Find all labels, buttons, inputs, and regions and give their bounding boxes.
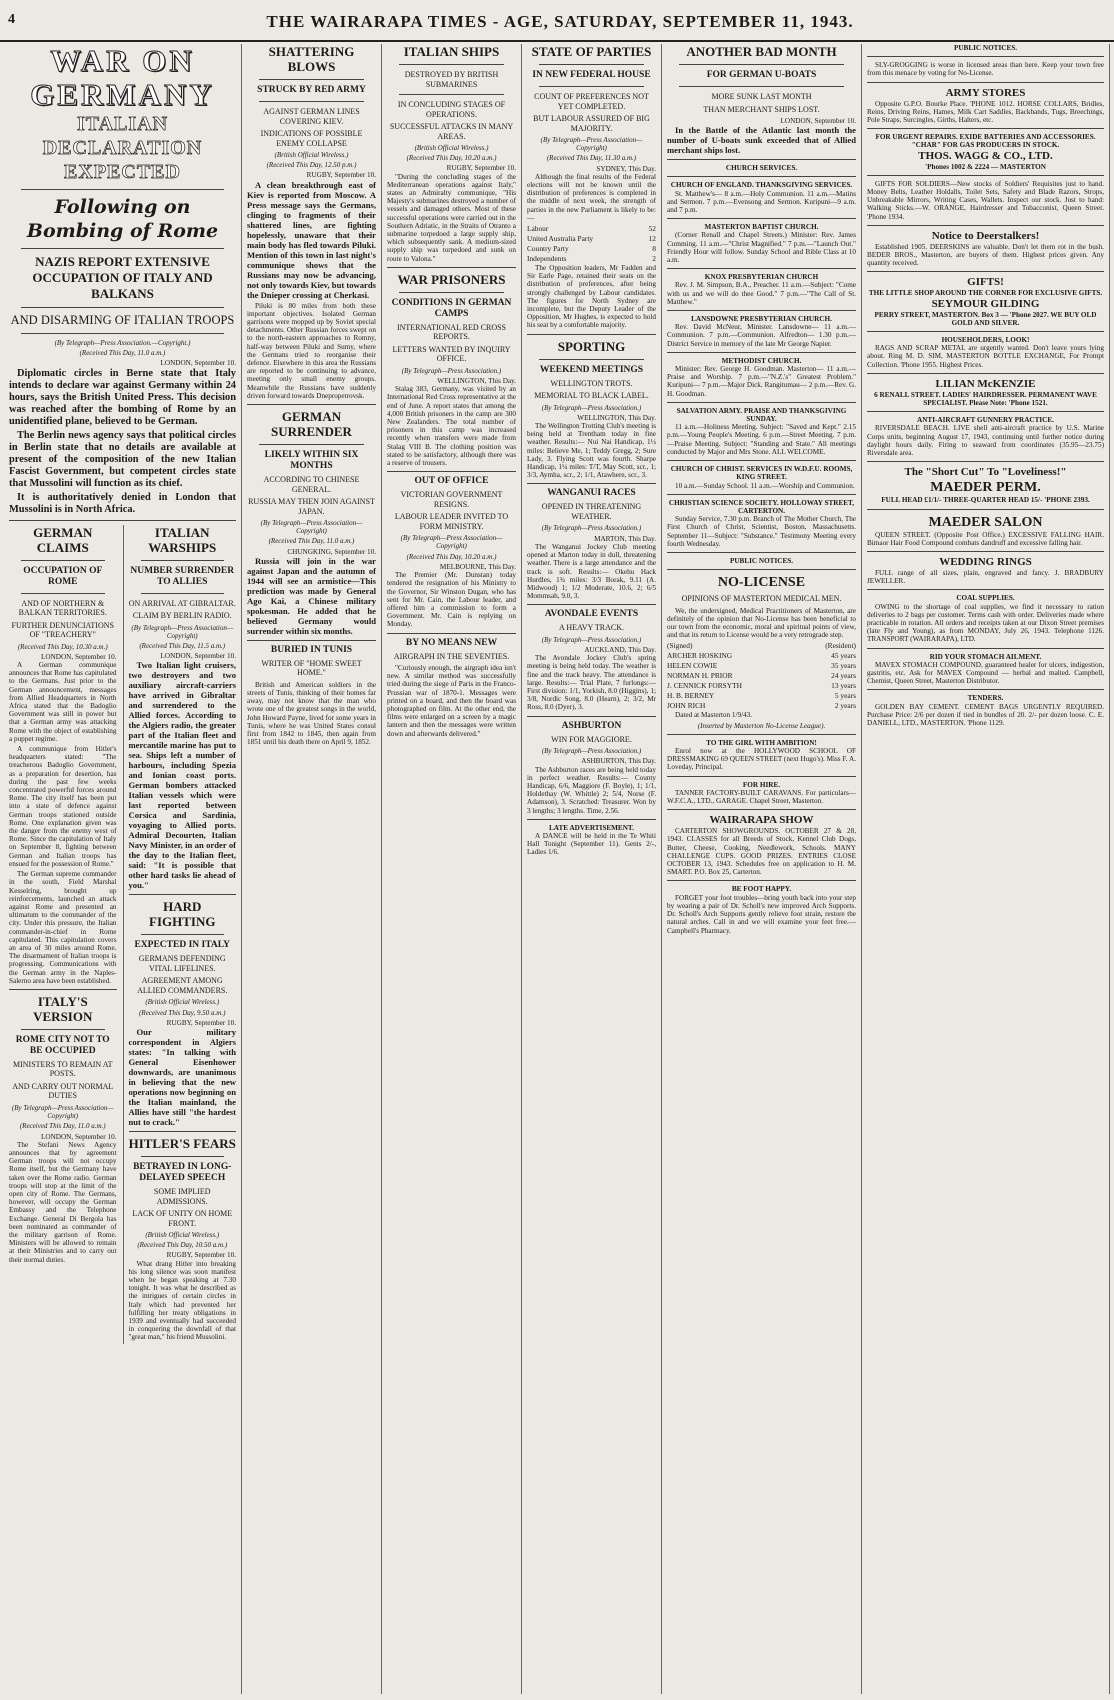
article-subhead: CLAIM BY BERLIN RADIO. xyxy=(132,611,232,621)
article-body: "During the concluding stages of the Mediterranean operations against Italy," states an Admiralty communique, "His Majesty's submarines destroyed a number of vessels and damaged others. Most of these successful operations were carried out in the Southern Adriatic, in the Straits of Otranto a submarine torpedoed a large supply ship, which subsequently sank. A medium-sized supply ship was torpedoed and sunk on route to Valona." xyxy=(387,172,516,263)
article-body: Russia will join in the war against Japan and the autumn of 1944 will see an armistice—This prediction was made by General Ago Kai, a Chinese military spokesman. He added that he believed Germany would surrender within six months. xyxy=(247,555,376,636)
article-subhead: AGREEMENT AMONG ALLIED COMMANDERS. xyxy=(137,976,228,995)
article-body: The Wellington Trotting Club's meeting is being held at Trentham today in fine weather. Results:— Nui Nai Handicap, 1½ miles: Believe Me, 1; Teddy Gregg, 2; Sure Lady, 3. Flying Scott was fourth. Sharpe Handicap, 1¼ miles: T/T, May Scott, scr., 1; 3/3, Aymha, scr., 2; 1/1, Atawhere, scr., 3. xyxy=(527,422,656,480)
dateline: AUCKLAND, This Day. xyxy=(584,646,656,655)
notice-body: GOLDEN BAY CEMENT. CEMENT BAGS URGENTLY REQUIRED. Purchase Price: 2/6 per dozen if tied in bundles of 20. 2/- per dozen loose. C. E. DANIELL, LTD., MASTERTON. 'Phone 1129. xyxy=(867,702,1104,727)
signatories-header: (Signed) (Resident) xyxy=(667,641,856,651)
received-time: (Received This Day, 11.0 a.m.) xyxy=(19,1122,106,1131)
article-subhead: ON ARRIVAL AT GIBRALTAR. xyxy=(128,598,236,608)
article-subhead: INTERNATIONAL RED CROSS REPORTS. xyxy=(396,322,507,342)
byline: (British Official Wireless.) xyxy=(145,998,220,1007)
dateline: WELLINGTON, This Day. xyxy=(577,413,656,422)
signatory-row: NORMAN H. PRIOR 24 years xyxy=(667,671,856,681)
received-time: (Received This Day, 11.0 a.m.) xyxy=(268,537,355,546)
byline: (British Official Wireless.) xyxy=(145,1231,220,1240)
church-name: MASTERTON BAPTIST CHURCH. xyxy=(704,223,819,232)
received-time: (Received This Day, 11.0 a.m.) xyxy=(79,349,166,358)
article-subhead: A HEAVY TRACK. xyxy=(559,623,624,633)
dateline: ASHBURTON, This Day. xyxy=(581,757,656,766)
classified-body: TANNER FACTORY-BUILT CARAVANS. For particulars— W.F.C.A., LTD., GARAGE. Chapel Street, Masterton. xyxy=(667,788,856,806)
received-time: (Received This Day, 10.20 a.m.) xyxy=(406,552,497,561)
byline: (By Telegraph—Press Association—Copyright) xyxy=(400,534,503,551)
another-bad-month-headline: ANOTHER BAD MONTH xyxy=(686,44,837,59)
party-row: United Australia Party 12 xyxy=(527,234,656,244)
german-claims-headline: GERMAN CLAIMS xyxy=(33,524,93,555)
notice-body: THE LITTLE SHOP AROUND THE CORNER FOR EXCLUSIVE GIFTS. xyxy=(868,289,1103,298)
notice-body: "CHAR" FOR GAS PRODUCERS IN STOCK. xyxy=(911,141,1060,150)
article-subhead: SOME IMPLIED ADMISSIONS. xyxy=(153,1187,211,1206)
article-body: The Avondale Jockey Club's spring meeting is being held today. The weather is fine and the track heavy. The attendance is large. Results:— Trial Plate, 7 furlongs:—First division: 1/1, Yorkish, 8.0 (Higgins), 1; 3/8, Nordic Song, 8.0 (Hearn), 2; 3/2, Mr Ross, 8.0 (Dyer), 3. xyxy=(527,654,656,712)
byline: (By Telegraph—Press Association.) xyxy=(541,403,642,412)
column-state-of-parties xyxy=(522,44,662,1694)
classified-body: Enrol now at the HOLLYWOOD SCHOOL OF DRESSMAKING 69 QUEEN STREET (next Hugo's). Miss F. A. Loveday, Principal. xyxy=(667,747,856,772)
byline: (By Telegraph—Press Association.) xyxy=(541,524,642,533)
italian-ships-headline: ITALIAN SHIPS xyxy=(403,44,500,59)
article-body: Two Italian light cruisers, two destroyers and two auxiliary aircraft-carriers have arrived in Gibraltar and surrendered to the Allied forces. According to the Algiers radio, the greater part of the Italian fleet and mercantile marine has put to sea. Ships left a number of harbours, including Spezia and Ionian coast ports. German bombers attacked Italian vessels which were last reported between Corsica and Sardinia, voyaging to Allied ports. Admiral Decourten, Italian Navy Minister, in an order of the day to the Italian fleet, said: "It is possible that other hard tasks lie ahead of you." xyxy=(128,660,236,891)
column-italian-ships xyxy=(382,44,522,1694)
article-subhead: LABOUR LEADER INVITED TO FORM MINISTRY. xyxy=(394,512,509,531)
article-subhead: FURTHER DENUNCIATIONS OF "TREACHERY" xyxy=(11,620,114,640)
party-row: Country Party 8 xyxy=(527,244,656,254)
page-number: 4 xyxy=(8,12,15,27)
ashburton-headline: ASHBURTON xyxy=(561,720,622,731)
column-public-notices xyxy=(862,44,1110,1694)
byline: (By Telegraph—Press Association—Copyright) xyxy=(260,519,363,536)
signatory-row: HELEN COWIE 35 years xyxy=(667,661,856,671)
article-body: A German communique announces that Rome has capitulated to the Germans. Just prior to the German announcement, messages from Allied Headquarters in North Africa stated that the Badoglio Government was still in power but that a German army was attacking Rome with the object of establishing a puppet regime. xyxy=(9,661,117,743)
byline: (By Telegraph—Press Association—Copyright) xyxy=(131,623,234,640)
dateline: LONDON, September 10. xyxy=(780,117,856,125)
church-name: SALVATION ARMY. PRAISE AND THANKSGIVING SUNDAY. xyxy=(676,406,847,424)
article-body: The German supreme commander in the south, Field Marshal Kesselring, brought up reinforcements, launched an attack against Rome and presented an ultimatum to the commander of the city. Under this pressure, the Italian commander-in-chief in Rome capitulated. This capitulation covers an area of 30 miles around Rome. The disarmament of Italian troops is progressing. Communications with the German army in the Naples-Salerno area have been established. xyxy=(9,870,117,985)
byline: (By Telegraph—Press Association—Copyright) xyxy=(540,136,643,153)
public-notices-label: PUBLIC NOTICES. xyxy=(729,556,794,565)
article-subhead: OPINIONS OF MASTERTON MEDICAL MEN. xyxy=(681,594,842,604)
notice-title: WEDDING RINGS xyxy=(939,555,1032,568)
article-subhead: FOR GERMAN U-BOATS xyxy=(706,70,817,80)
hitlers-fears-headline: HITLER'S FEARS xyxy=(128,1136,236,1152)
byline: (By Telegraph—Press Association.) xyxy=(541,635,642,644)
dateline: RUGBY, September 10. xyxy=(166,1251,236,1260)
no-license-statement: We, the undersigned, Medical Practitioners of Masterton, are definitely of the opinion that No-License has been beneficial to our town from the economic, moral and spiritual points of view, and that its return to License would be a very retrograde step. xyxy=(667,606,856,640)
article-subhead: MORE SUNK LAST MONTH xyxy=(711,92,812,101)
notice-body: FULL range of all sizes, plain, engraved and fancy. J. BRADBURY JEWELLER. xyxy=(867,568,1104,586)
notice-title: COAL SUPPLIES. xyxy=(956,594,1015,603)
article-subhead: RUSSIA MAY THEN JOIN AGAINST JAPAN. xyxy=(248,497,375,516)
german-claims-article xyxy=(9,525,117,1344)
notice-body: Established 1905. DEERSKINS are valuable. Don't let them rot in the bush. BEDER BROS., Masterton, are buyers of them. Highest prices given. Any quantity received. xyxy=(867,242,1104,268)
church-detail: Sunday Service, 7.30 p.m. Branch of The Mother Church, The First Church of Christ, Scientist, Boston, Massachusetts. September 11—Subject: "Substance." Testimony Meeting every fourth Wednesday. xyxy=(667,515,856,548)
article-subhead: VICTORIAN GOVERNMENT RESIGNS. xyxy=(400,490,503,509)
notice-title: THOS. WAGG & CO., LTD. xyxy=(918,149,1053,162)
dateline: LONDON, September 10. xyxy=(41,652,117,661)
article-body: The Opposition leaders, Mr Fadden and Sir Earle Page, retained their seats on the distribution of preferences, after being strongly challenged by Labour candidates. The figures for North Sydney are incomplete, but the Deputy Leader of the Opposition, Mr Hughes, is expected to hold his seat by a comfortable majority. xyxy=(527,264,656,330)
byline: (By Telegraph—Press Association.) xyxy=(401,366,502,375)
article-subhead: AIRGRAPH IN THE SEVENTIES. xyxy=(393,651,510,661)
dateline: MELBOURNE, This Day. xyxy=(439,562,516,571)
notice-title: GIFTS! xyxy=(967,276,1004,289)
party-row: Independents 2 xyxy=(527,254,656,264)
german-surrender-headline: GERMAN SURRENDER xyxy=(271,409,352,440)
dateline: LONDON, September 10. xyxy=(160,652,236,661)
article-subhead: OPENED IN THREATENING WEATHER. xyxy=(541,502,642,521)
article-subhead: IN NEW FEDERAL HOUSE xyxy=(532,70,651,80)
church-detail: Rev. J. M. Simpson, B.A., Preacher. 11 a.m.—Subject: "Come with us and we will do thee Good." 7 p.m.—"The Call of St. Matthew." xyxy=(667,281,856,306)
dateline: LONDON, September 10. xyxy=(41,1132,117,1141)
article-subhead: ACCORDING TO CHINESE GENERAL. xyxy=(263,475,360,494)
byline: (By Telegraph—Press Association.) xyxy=(541,747,642,756)
buried-in-tunis-headline: BURIED IN TUNIS xyxy=(270,644,353,655)
church-name: KNOX PRESBYTERIAN CHURCH xyxy=(704,273,819,282)
classified-title: FOR HIRE. xyxy=(742,780,781,789)
dateline: RUGBY, September 10. xyxy=(166,1018,236,1027)
newspaper-title: THE WAIRARAPA TIMES - AGE, SATURDAY, SEPTEMBER 11, 1943. xyxy=(266,12,854,31)
article-subhead: AND CARRY OUT NORMAL DUTIES xyxy=(12,1081,114,1101)
church-name: METHODIST CHURCH. xyxy=(721,356,802,365)
disarming-headline: AND DISARMING OF ITALIAN TROOPS xyxy=(10,313,235,327)
article-subhead: MINISTERS TO REMAIN AT POSTS. xyxy=(13,1059,113,1079)
out-of-office-headline: OUT OF OFFICE xyxy=(414,476,489,487)
article-body: The Wanganui Jockey Club meeting opened at Marton today in dull, threatening weather. There is a large attendance and the track is soft. Results:— Okehu Hack Hurdles, 1¾ miles: 3/3 Borak, 9.11 (A. Midwood) 1; 1/2 Moderate, 10.6, 2; 6/5 Mommsah, 9.0, 3. xyxy=(527,542,656,601)
notice-body: QUEEN STREET. (Opposite Post Office.) EXCESSIVE FALLING HAIR. Bimaor Hair Food Compound combats dandruff and excessive falling hair. xyxy=(867,530,1104,547)
article-lead: A clean breakthrough east of Kiev is reported from Moscow. A Press message says the Germans, clinging to fragments of their shattered lines, are fighting hopelessly, unaware that their main body has fled towards Piluki. Mention of this town in last night's communique shows that the Russians may now be advancing, not only towards Kiev, but towards the Dnieper crossing at Cherkasi. xyxy=(247,179,376,300)
article-subhead: THAN MERCHANT SHIPS LOST. xyxy=(703,104,820,114)
notice-body: 'Phones 1002 & 2224 — MASTERTON xyxy=(925,162,1046,171)
article-subhead: LACK OF UNITY ON HOME FRONT. xyxy=(132,1209,233,1228)
masthead xyxy=(0,0,1114,42)
denial-paragraph: It is authoritatively denied in London that Mussolini is in North Africa. xyxy=(9,491,236,515)
church-detail: Rev. David McNeur, Minister. Lansdowne— 11 a.m.—Communion. 7 p.m.—Communion. Alfredton— 1.30 p.m.—District Service in memory of the late Mr George Napier. xyxy=(667,323,856,348)
notice-title: LILIAN McKENZIE xyxy=(935,377,1036,390)
notice-body: MAVEX STOMACH COMPOUND, guaranteed healer for ulcers, indigestion, gastritis, etc. Ask for MAVEX Compound — herbal and malted. Campbell, Chemist, Queen Street, Masterton Distributor. xyxy=(867,660,1104,686)
article-subhead: STRUCK BY RED ARMY xyxy=(257,85,366,95)
article-subhead: LETTERS WANTED BY INQUIRY OFFICE. xyxy=(392,344,511,364)
dateline: RUGBY, September 10. xyxy=(446,164,516,173)
late-advertisement-body: A DANCE will be held in the Te Whiti Hall Tonight (September 11). Gents 2/-, Ladies 1/6. xyxy=(527,831,656,857)
no-license-date: Dated at Masterton 1/9/43. xyxy=(675,711,753,720)
notice-title: MAEDER PERM. xyxy=(930,480,1041,496)
article-body: Although the final results of the Federal elections will not be known until the distribution of preferences is completed in the middle of next week, the strength of parties in the new Parliament is likely to be:— xyxy=(527,172,656,222)
church-detail: (Corner Renall and Chapel Streets.) Minister: Rev. James Cumming. 11 a.m.—"Christ Magnified." 7 p.m.—"Launch Out." Friendly Hour will follow. Sunday School and Bible Class at 10 a.m. xyxy=(667,231,856,265)
church-detail: Minister: Rev. George H. Goodman. Masterton— 11 a.m.—Praise and Worship. 7 p.m.—"N.Z.'s" Greatest Problem." Kuripuni— 7 p.m.—Major Dick. Rangitumau— 2 p.m.—Rev. G. H. Goodman. xyxy=(667,365,856,398)
dateline: SYDNEY, This Day. xyxy=(596,164,656,173)
following-bombing-headline: Following on Bombing of Rome xyxy=(26,196,219,242)
church-detail: 10 a.m.—Sunday School. 11 a.m.—Worship and Communion. xyxy=(675,481,855,490)
party-row: Labour 52 xyxy=(527,224,656,234)
notice-body: SLY-GROGGING is worse in licensed areas than here. Keep your town free from this menace by voting for No-License. xyxy=(867,61,1104,78)
byline: (By Telegraph—Press Association—Copyright) xyxy=(11,1103,114,1121)
italian-warships-headline: ITALIAN WARSHIPS xyxy=(148,524,217,555)
article-body: The Stefani News Agency announces that by agreement German troops will not occupy Rome itself, but the Germany have taken over the Rome radio. German troops will stop at the limit of the open city of Rome. The Germans, however, will occupy the German Embassy and the Telephone Exchange. General Di Bergola has been nominated as commander of the military garrison of Rome. Ministers will be allowed to remain at their Ministries and to carry out their normal duties. xyxy=(9,1140,117,1264)
church-services-heading: CHURCH SERVICES. xyxy=(725,164,798,173)
received-time: (Received This Day, 11.30 a.m.) xyxy=(546,154,637,163)
dateline: RUGBY, September 10. xyxy=(306,171,376,180)
notice-body: OWING to the shortage of coal supplies, we find it necessary to ration deliveries to 2 bags per customer. Terms cash with order. Deliveries made where practicable in rotation. All orders and receipts taken at our Dixon Street premises (late Fly and Young), as from MONDAY, July 26, 1943. Telephone 1126. TRANSPORT (WAIRARAPA), LTD. xyxy=(867,602,1104,644)
article-body: Stalag 383, Germany, was visited by an International Red Cross representative at the end of June. A report states that among the 4,000 British prisoners in the camp are 300 New Zealanders. The total number of prisoners in this camp was increased recently when transfers were made from Stalag VIII B. The clothing position was stated to be satisfactory, although there was a reserve of trousers. xyxy=(387,385,516,468)
article-subhead: AGAINST GERMAN LINES COVERING KIEV. xyxy=(263,107,360,126)
received-time: (Received This Day, 9.50 a.m.) xyxy=(139,1008,226,1017)
hard-fighting-headline: HARD FIGHTING xyxy=(149,899,216,930)
article-subhead: BETRAYED IN LONG-DELAYED SPEECH xyxy=(133,1162,232,1184)
article-subhead: WIN FOR MAGGIORE. xyxy=(551,734,632,744)
article-subhead: SUCCESSFUL ATTACKS IN MANY AREAS. xyxy=(389,122,514,141)
received-time: (Received This Day, 10.50 a.m.) xyxy=(137,1241,228,1250)
signatory-row: H. B. BERNEY 5 years xyxy=(667,691,856,701)
article-body: A communique from Hitler's headquarters stated: "The treacherous Badoglio Government, as a preparation for desertion, has during the past few weeks concentrated powerful forces around Rome. The city itself has been put into a state of defence against German troops stationed outside Rome. One explanation given was the danger from the enemy west of Rome. Since the capitulation of Italy on September 8, fighting between German and Italian troops has ensued for the possession of Rome." xyxy=(9,745,117,868)
lead-paragraph: Diplomatic circles in Berne state that Italy intends to declare war against Germany within 24 hours, says the British United Press. This decision was reached after the bombing of Rome by an unidentified plane, believed to be German. xyxy=(9,367,236,427)
italian-declaration-headline: ITALIAN DECLARATION EXPECTED xyxy=(42,113,203,183)
church-name: CHRISTIAN SCIENCE SOCIETY. HOLLOWAY STREET, CARTERTON. xyxy=(668,498,855,515)
nazis-report-headline: NAZIS REPORT EXTENSIVE OCCUPATION OF ITALY AND BALKANS xyxy=(32,254,213,301)
church-name: LANSDOWNE PRESBYTERIAN CHURCH. xyxy=(691,315,832,324)
notice-body: Opposite G.P.O. Bourke Place. 'PHONE 1012. HORSE COLLARS, Bridles, Reins, Driving Reins, Hames, Milk Cart Saddles, Backbands, Tugs, Breechings, Pole Straps, Surcingles, Girths, Halters, etc. xyxy=(867,99,1104,125)
article-body: The Ashburton races are being held today in perfect weather. Results:— County Handicap, 6/6, Maggiore (F. Boyle), 1; 1/1, Holdethay (W. Whittle) 2; 5/4, Norse (F. Adamson), 3. Scratched: Treasurer. Won by 3 lengths; 3 lengths. Time, 2.56. xyxy=(527,765,656,815)
article-subhead: ROME CITY NOT TO BE OCCUPIED xyxy=(15,1034,110,1056)
notice-body: GIFTS FOR SOLDIERS—New stocks of Soldiers' Requisites just to hand. Money Belts, Leather Holdalls, Toilet Sets, Safety and Blade Razors, Strops, Unbreakable Mirrors, Writing Cases, Wallets. Inspect our stock. Just to hand: Walking Sticks.—W. ORANGE, Hairdresser and Tobacconist, Queen Street. 'Phone 1934. xyxy=(867,179,1104,221)
no-license-inserted: (Inserted by Masterton No-License League). xyxy=(697,721,826,730)
article-subhead: CONDITIONS IN GERMAN CAMPS xyxy=(391,297,512,319)
notice-title: ARMY STORES xyxy=(945,86,1026,99)
article-body: British and American soldiers in the streets of Tunis, thinking of their homes far away, may not know that the man who wrote one of the greatest songs in the world, John Howard Payne, lived for some years in Tunis, where he was United States consul first from 1842 to 1845, then again from 1851 until his death there on April 9, 1852. xyxy=(247,680,376,747)
article-body: "Curiously enough, the airgraph idea isn't new. A similar method was successfully tried during the siege of Paris in the Franco-Prussian war of 1870-1. Messages were printed on a board, and then the board was photographed on film. At the other end, the films were enlarged on a screen by a magic lantern and then the messages were written down and afterwards delivered." xyxy=(387,664,516,738)
received-time: (Received This Day, 10.30 a.m.) xyxy=(17,642,108,651)
article-body: Piluki is 80 miles from both these important objectives. Isolated German garrisons were mopped up by Soviet special detachments. Other Russian forces swept on to the north-eastern approaches to Romny, half-way between Piluki and Sumy, where the Germans tried to reorganise their defence. Elsewhere in this area the Russians are reported to be continuing to advance, meeting only small enemy groups. Meanwhile the Russians have suddenly driven forward towards Dnepropetrovsk. xyxy=(247,301,376,400)
signatory-row: ARCHER HOSKING 45 years xyxy=(667,651,856,661)
war-on-germany-section xyxy=(4,44,242,1694)
shattering-blows-headline: SHATTERING BLOWS xyxy=(268,44,355,74)
received-time: (Received This Day, 12.50 p.m.) xyxy=(266,161,357,170)
article-subhead: IN CONCLUDING STAGES OF OPERATIONS. xyxy=(397,100,506,119)
no-means-new-headline: BY NO MEANS NEW xyxy=(405,637,498,648)
italian-warships-article xyxy=(123,525,237,1344)
notice-title: RID YOUR STOMACH AILMENT. xyxy=(929,652,1042,661)
column-shattering-blows xyxy=(242,44,382,1694)
received-time: (Received This Day, 11.5 a.m.) xyxy=(139,642,226,651)
article-subhead: WRITER OF "HOME SWEET HOME." xyxy=(261,658,362,678)
notice-body: FULL HEAD £1/1/- THREE-QUARTER HEAD 15/- 'PHONE 2393. xyxy=(881,496,1090,505)
article-subhead: INDICATIONS OF POSSIBLE ENEMY COLLAPSE xyxy=(260,129,363,148)
wanganui-races-headline: WANGANUI RACES xyxy=(547,488,636,499)
dateline: WELLINGTON, This Day. xyxy=(437,377,516,386)
classified-title: TO THE GIRL WITH AMBITION! xyxy=(706,738,817,747)
avondale-events-headline: AVONDALE EVENTS xyxy=(544,609,639,620)
byline: (British Official Wireless.) xyxy=(414,144,489,152)
article-body: In the Battle of the Atlantic last month the number of U-boats sunk exceeded that of Allied merchant ships lost. xyxy=(667,125,856,156)
berlin-paragraph: The Berlin news agency says that political circles in Berlin state that no details are available at present of the composition of the new Italian Fascist Government, but competent circles state that Mussolini will function as its chief. xyxy=(9,429,236,489)
dateline: LONDON, September 10. xyxy=(160,359,236,368)
notice-body: 6 RENALL STREET. LADIES' HAIRDRESSER. PERMANENT WAVE SPECIALIST. Please Note: 'Phone 1521. xyxy=(874,390,1097,408)
article-body: The Premier (Mr. Dunstan) today tendered the resignation of his Ministry to the Governor, Sir Winston Dugan, who has sent for Mr. Cain, the Labour leader, and offered him a commission to form a Government. Mr. Cain is replying on Monday. xyxy=(387,571,516,629)
notice-body: PERRY STREET, MASTERTON. Box 3 — 'Phone 2027. WE BUY OLD GOLD AND SILVER. xyxy=(874,310,1097,327)
notice-title: ANTI-AIRCRAFT GUNNERY PRACTICE. xyxy=(917,416,1054,425)
classified-title: BE FOOT HAPPY. xyxy=(731,885,792,894)
article-body: Our military correspondent in Algiers states: "In talking with General Eisenhower downwards, are unanimous in believing that the new operations now beginning on the Italian mainland, the Allies have still "the hardest nut to crack." xyxy=(128,1027,236,1128)
article-subhead: DESTROYED BY BRITISH SUBMARINES xyxy=(404,70,499,89)
article-subhead: COUNT OF PREFERENCES NOT YET COMPLETED. xyxy=(534,92,649,111)
notice-title: SEYMOUR GILDING xyxy=(931,297,1040,310)
article-subhead: NUMBER SURRENDER TO ALLIES xyxy=(130,565,235,587)
church-detail: St. Matthew's— 8 a.m.—Holy Communion. 11 a.m.—Matins and Sermon. 7 p.m.—Evensong and Sermon. Kuripuni—9 a.m. and 7 p.m. xyxy=(667,189,856,215)
dateline: CHUNGKING, September 10. xyxy=(287,547,376,556)
italys-version-headline: ITALY'S VERSION xyxy=(33,993,93,1024)
article-subhead: WEEKEND MEETINGS xyxy=(539,364,644,375)
notice-body: RAGS AND SCRAP METAL are urgently wanted. Don't leave yours lying about. Ring M. D. SIM, MASTERTON BOTTLE EXCHANGE, For Prompt Collection. 'Phone 1955. Highest Prices. xyxy=(867,344,1104,369)
notice-title: FOR URGENT REPAIRS. EXIDE BATTERIES AND ACCESSORIES. xyxy=(875,133,1096,142)
article-subhead: AND OF NORTHERN & BALKAN TERRITORIES. xyxy=(18,598,107,618)
war-prisoners-headline: WAR PRISONERS xyxy=(397,271,506,287)
article-body: What drang Hitler into breaking his long silence was soon manifest when he began speaking at 7.30 tonight. It was what he described as the intrigues of certain circles in Italy which had prevented her fulfilling her treaty obligations in 1939 and eventually had succeeded in conquering the downfall of that "great man," his friend Mussolini. xyxy=(128,1259,236,1342)
church-detail: 11 a.m.—Holiness Meeting. Subject: "Saved and Kept." 2.15 p.m.—Young People's Meeting. 6 p.m.—Street Meeting. 7 p.m.—Praise Meeting. Subject: "Standing and State." All meetings conducted by Major and Mrs Stone. ALL WELCOME. xyxy=(667,423,856,456)
notice-title: Notice to Deerstalkers! xyxy=(931,229,1040,242)
notice-title: The "Short Cut" To "Loveliness!" xyxy=(904,466,1067,479)
classified-body: CARTERTON SHOWGROUNDS. OCTOBER 27 & 28, 1943. CLASSES for all Breeds of Stock, Kennel Club Dogs, Butter, Cheese, Cooking, Needlework, Schools. MANY CHALLENGE CUPS. GOOD PRIZES. ENTRIES CLOSE OCTOBER 13, 1943. Schedules free on application to H. M. SMART. P.O. Box 25, Carterton. xyxy=(667,827,856,877)
column-church-services xyxy=(662,44,862,1694)
late-advertisement-headline: LATE ADVERTISEMENT. xyxy=(549,823,634,832)
article-subhead: EXPECTED IN ITALY xyxy=(134,940,231,951)
article-subhead: BUT LABOUR ASSURED OF BIG MAJORITY. xyxy=(533,114,650,133)
dateline: MARTON, This Day. xyxy=(594,534,656,543)
war-on-germany-headline: WAR ON GERMANY xyxy=(30,44,215,112)
notice-title: MAEDER SALON xyxy=(928,514,1043,530)
notice-title: HOUSEHOLDERS, LOOK! xyxy=(941,336,1030,345)
church-name: CHURCH OF CHRIST. SERVICES IN W.D.F.U. ROOMS, KING STREET. xyxy=(670,465,853,482)
signatory-row: J. CENNICK FORSYTH 13 years xyxy=(667,681,856,691)
received-time: (Received This Day, 10.20 a.m.) xyxy=(406,154,497,163)
classified-body: FORGET your foot troubles—bring youth back into your step by wearing a pair of Dr. Scholl's new improved Arch Supports. Dr. Scholl's Arch Supports gently relieve foot strain, restore the natural arches. Call in and we will examine your feet free.—Campbell's Pharmacy. xyxy=(667,893,856,935)
state-of-parties-headline: STATE OF PARTIES xyxy=(531,44,652,59)
article-subhead: LIKELY WITHIN SIX MONTHS xyxy=(264,450,359,472)
public-notices-header: PUBLIC NOTICES. xyxy=(953,44,1018,52)
party-seat-list xyxy=(527,224,656,264)
sporting-headline: SPORTING xyxy=(557,338,626,354)
notice-body: RIVERSDALE BEACH. LIVE shell anti-aircraft practice by U.S. Marine Corps units, beginning August 17, 1943, continuing until further notice during daylight hours daily. Firing to seaward from coordinates (35.95—23.75) Riversdale area. xyxy=(867,424,1104,458)
no-license-headline: NO-LICENSE xyxy=(717,575,806,591)
signatory-row: JOHN RICH 2 years xyxy=(667,701,856,711)
article-subhead: GERMANS DEFENDING VITAL LIFELINES. xyxy=(138,954,226,973)
article-subhead: WELLINGTON TROTS. xyxy=(550,378,633,388)
byline: (British Official Wireless.) xyxy=(274,151,349,159)
article-subhead: MEMORIAL TO BLACK LABEL. xyxy=(534,391,649,401)
church-name: CHURCH OF ENGLAND. THANKSGIVING SERVICES. xyxy=(670,181,853,190)
byline: (By Telegraph—Press Association.—Copyright.) xyxy=(54,339,191,347)
article-subhead: OCCUPATION OF ROME xyxy=(23,565,103,587)
classified-title: WAIRARAPA SHOW xyxy=(709,814,814,827)
notice-title: TENDERS. xyxy=(967,694,1004,703)
